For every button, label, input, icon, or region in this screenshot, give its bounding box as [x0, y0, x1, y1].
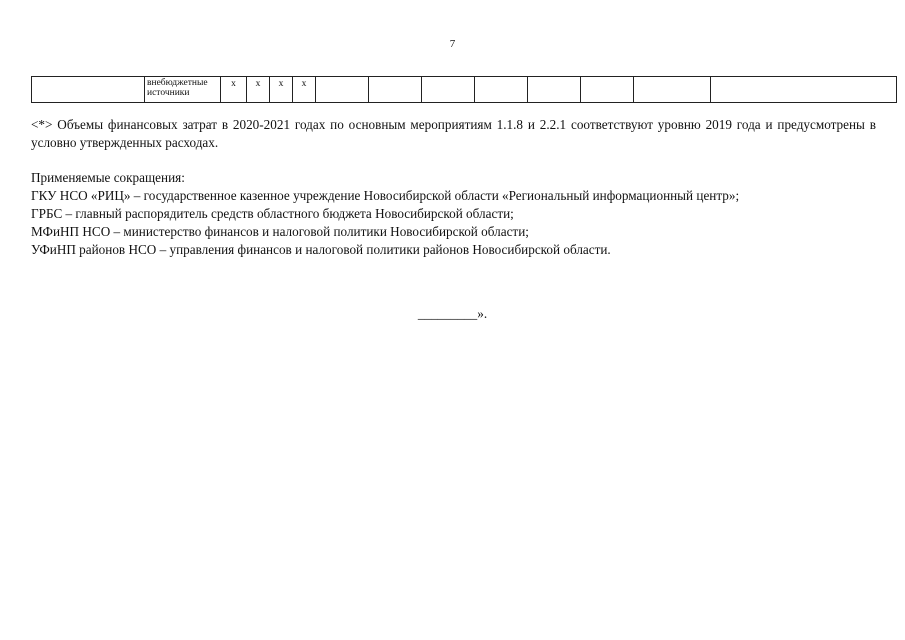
table-cell-empty	[711, 77, 897, 103]
funding-source-label-line2: источники	[147, 88, 190, 98]
page-number: 7	[449, 38, 456, 50]
table-cell-empty	[634, 77, 711, 103]
abbreviation-item: ГРБС – главный распорядитель средств областного бюджета Новосибирской области;	[31, 206, 514, 221]
footnote-text: <*> Объемы финансовых затрат в 2020-2021 годах по основным мероприятиям 1.1.8 и 2.2.1 соответствуют уровню 2019 года и предусмотрены в условно утвержденных расходах.	[31, 117, 876, 150]
table-row	[32, 77, 897, 103]
table-cell-empty	[32, 77, 145, 103]
table-cell-x-mark: х	[293, 77, 316, 103]
funding-source-label-line1: внебюджетные	[147, 78, 208, 88]
table-cell-x-mark: х	[247, 77, 270, 103]
table-cell-empty	[316, 77, 369, 103]
table-cell-empty	[422, 77, 475, 103]
abbreviation-item: УФиНП районов НСО – управления финансов и налоговой политики районов Новосибирской области.	[31, 242, 611, 257]
table-cell-x-mark: х	[270, 77, 293, 103]
closing-mark: _________».	[417, 306, 488, 321]
abbreviations-heading: Применяемые сокращения:	[31, 170, 185, 185]
abbreviation-item: ГКУ НСО «РИЦ» – государственное казенное учреждение Новосибирской области «Региональный информационный центр»;	[31, 188, 740, 203]
abbreviation-item: МФиНП НСО – министерство финансов и налоговой политики Новосибирской области;	[31, 224, 529, 239]
abbreviations-section	[31, 169, 891, 259]
table-cell-x-mark: х	[221, 77, 247, 103]
table-cell-funding-source	[145, 77, 221, 103]
table-cell-empty	[528, 77, 581, 103]
table-cell-empty	[369, 77, 422, 103]
finance-table	[31, 76, 897, 103]
table-cell-empty	[581, 77, 634, 103]
table-cell-empty	[475, 77, 528, 103]
